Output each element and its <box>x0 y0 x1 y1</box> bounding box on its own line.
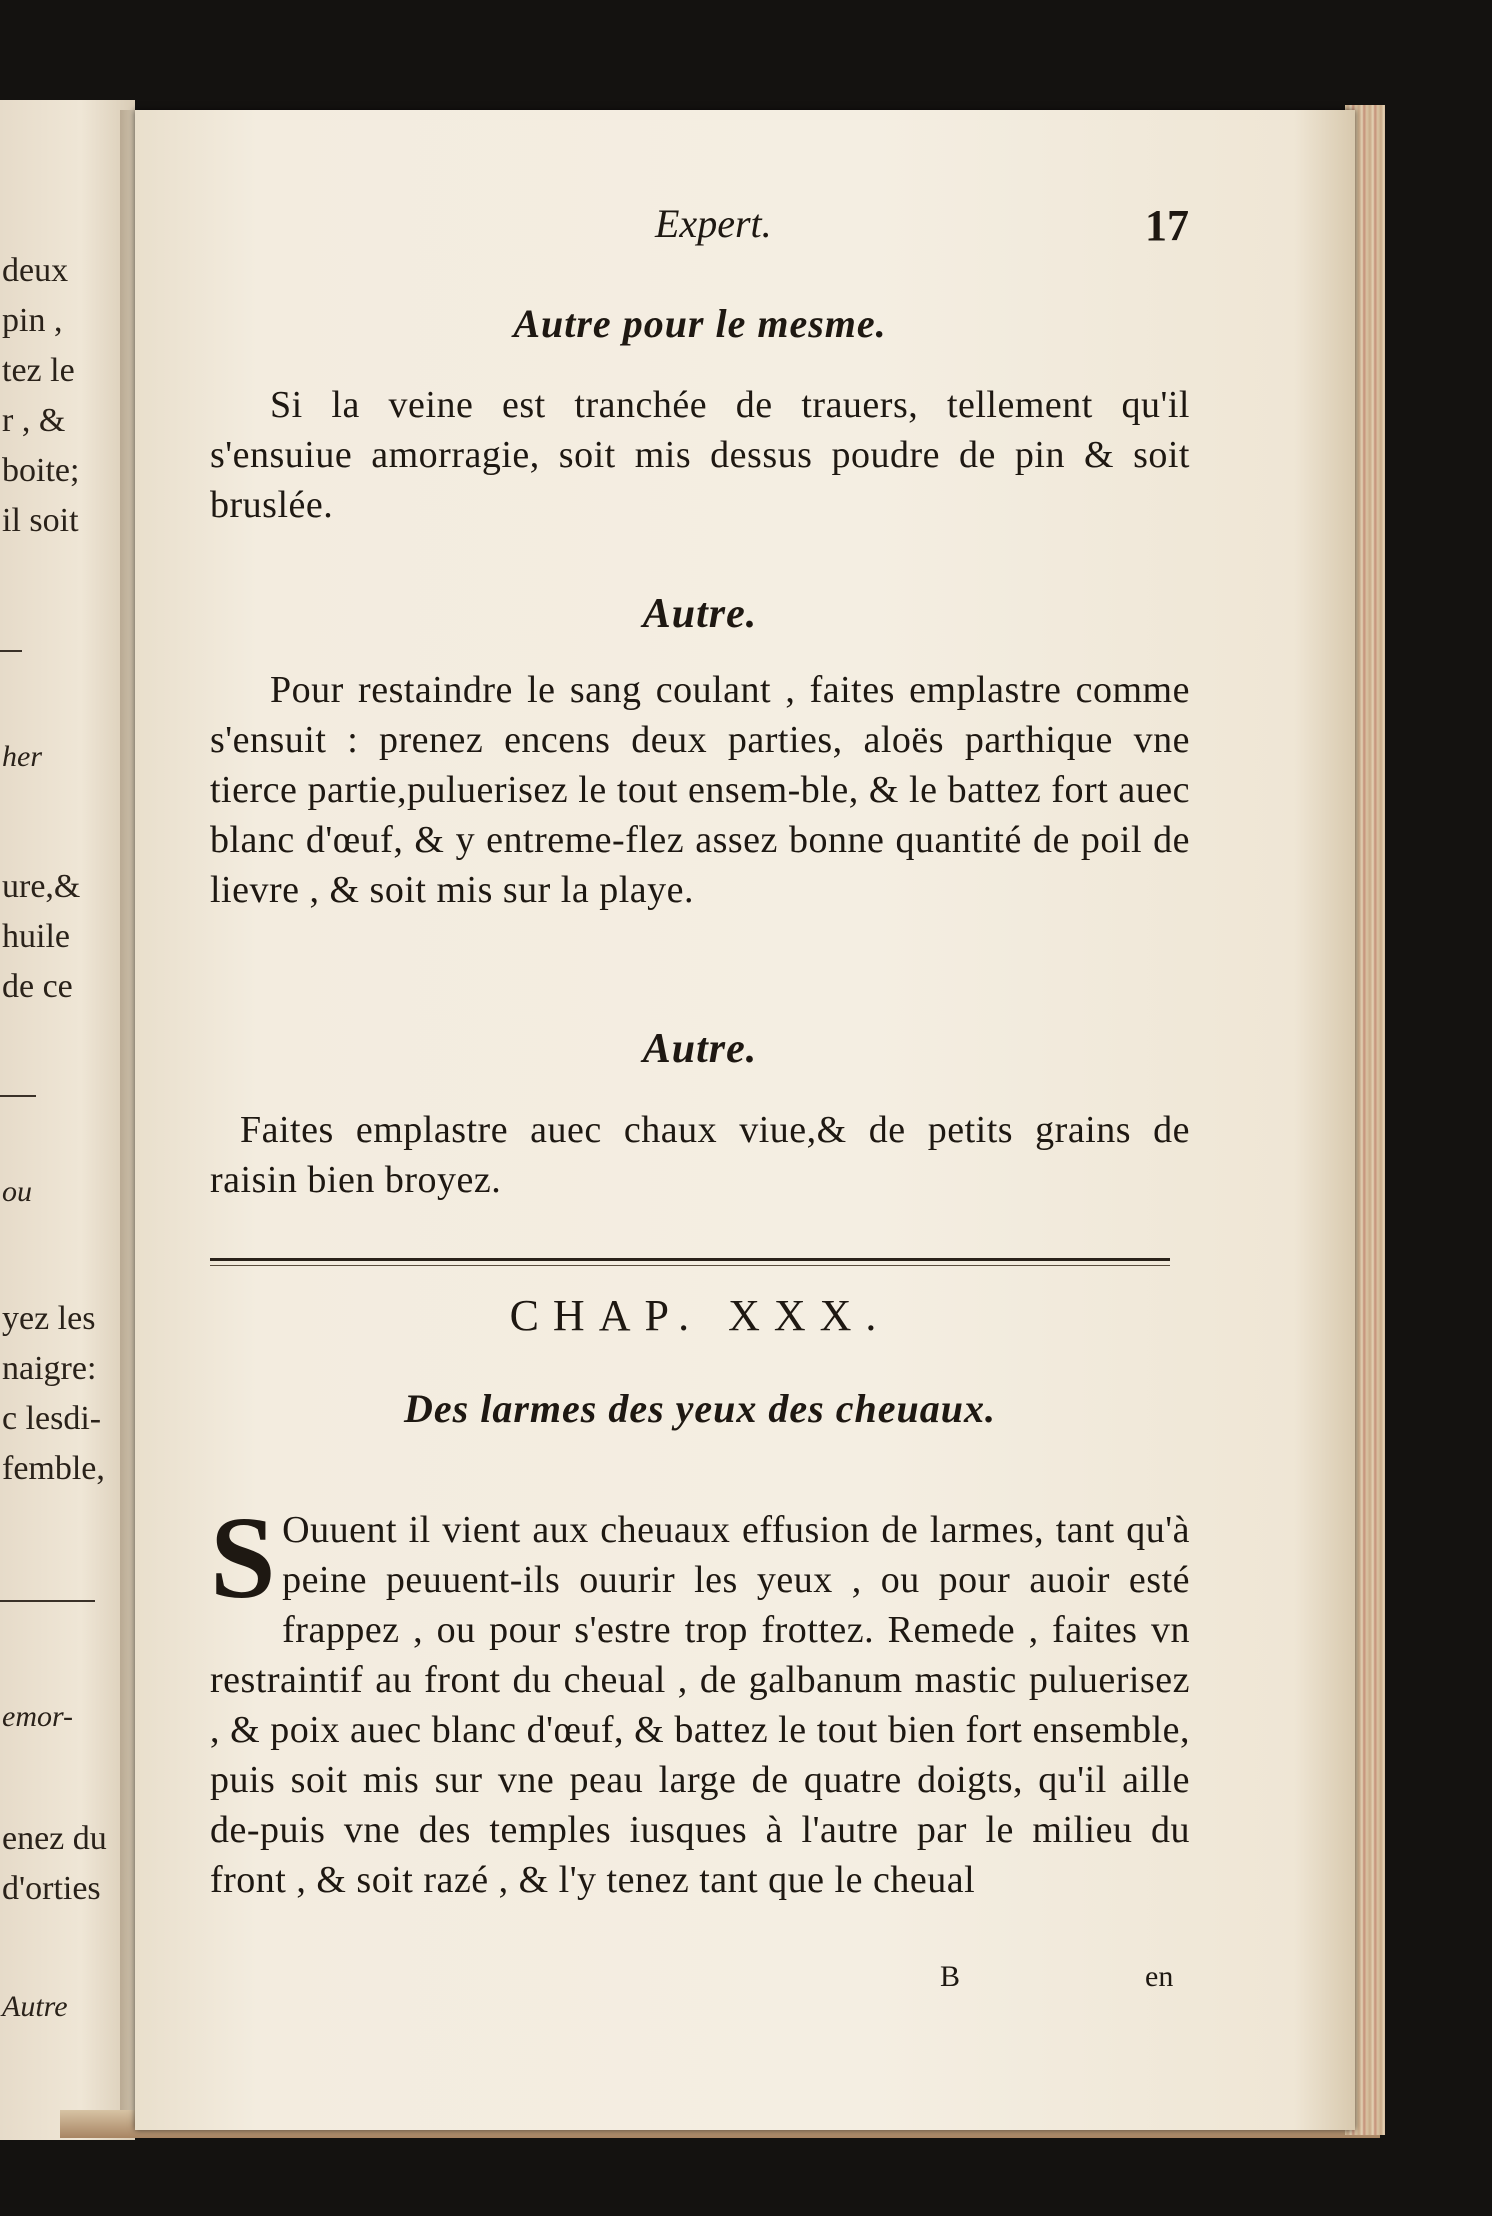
chapter-label: CHAP. XXX. <box>509 1291 891 1340</box>
chapter-body <box>210 1492 1190 1905</box>
section-text: Faites emplastre auec chaux viue,& de petits grains de raisin bien broyez. <box>210 1109 1190 1201</box>
left-fragment: r , & <box>2 402 66 439</box>
catchword: en <box>1145 1960 1174 1993</box>
left-fragment: de ce <box>2 968 73 1005</box>
left-fragment: tez le <box>2 352 75 389</box>
page-number: 17 <box>1145 201 1189 250</box>
signature-mark: B <box>940 1960 961 1993</box>
left-fragment: her <box>2 740 42 773</box>
left-fragment: yez les <box>2 1300 96 1337</box>
left-fragment: ou <box>2 1175 32 1208</box>
left-fragment: naigre: <box>2 1350 97 1387</box>
chapter-title: Des larmes des yeux des cheuaux. <box>404 1386 996 1431</box>
section-divider <box>210 1258 1170 1266</box>
left-fragment: ure,& <box>2 868 81 905</box>
left-fragment: Autre <box>2 1990 68 2023</box>
left-fragment: huile <box>2 918 70 955</box>
left-page <box>0 100 135 2140</box>
left-fragment: enez du <box>2 1820 107 1857</box>
left-fragment: femble, <box>2 1450 105 1487</box>
chapter-text: Ouuent il vient aux cheuaux effusion de larmes, tant qu'à peine peuuent-ils ouurir les yeux , ou pour auoir esté frappez , ou pour s'estre trop frottez. Remede , faites vn restraintif au front du cheual , de galbanum mastic puluerisez , & poix auec blanc d'œuf, & battez le tout bien fort ensemble, puis soit mis sur vne peau large de quatre doigts, qu'il aille de-puis vne des temples iusques à l'autre par le milieu du front , & soit razé , & l'y tenez tant que le cheual <box>210 1509 1190 1901</box>
left-rule <box>0 1600 95 1602</box>
left-fragment: il soit <box>2 502 79 539</box>
section-heading: Autre. <box>642 1026 758 1072</box>
drop-cap: S <box>210 1492 277 1623</box>
section-heading: Autre pour le mesme. <box>513 301 887 346</box>
section-text: Pour restaindre le sang coulant , faites emplastre comme s'ensuit : prenez encens deux parties, aloës parthique vne tierce partie,puluerisez le tout ensem-ble, & le battez fort auec blanc d'œuf, & y entreme-flez assez bonne quantité de poil de lievre , & soit mis sur la playe. <box>210 669 1190 911</box>
left-fragment: c lesdi- <box>2 1400 102 1437</box>
left-fragment: emor- <box>2 1700 74 1733</box>
left-fragment: boite; <box>2 452 80 489</box>
left-fragment: d'orties <box>2 1870 101 1907</box>
left-rule <box>0 1095 36 1097</box>
left-fragment: pin , <box>2 302 63 339</box>
running-head <box>210 200 1190 260</box>
left-fragment: deux <box>2 252 69 289</box>
section-heading: Autre. <box>642 591 758 637</box>
running-title: Expert. <box>655 201 772 246</box>
section-text: Si la veine est tranchée de trauers, tellement qu'il s'ensuiue amorragie, soit mis dessus poudre de pin & soit bruslée. <box>210 384 1190 526</box>
left-rule <box>0 650 22 652</box>
book-page <box>135 110 1355 2130</box>
